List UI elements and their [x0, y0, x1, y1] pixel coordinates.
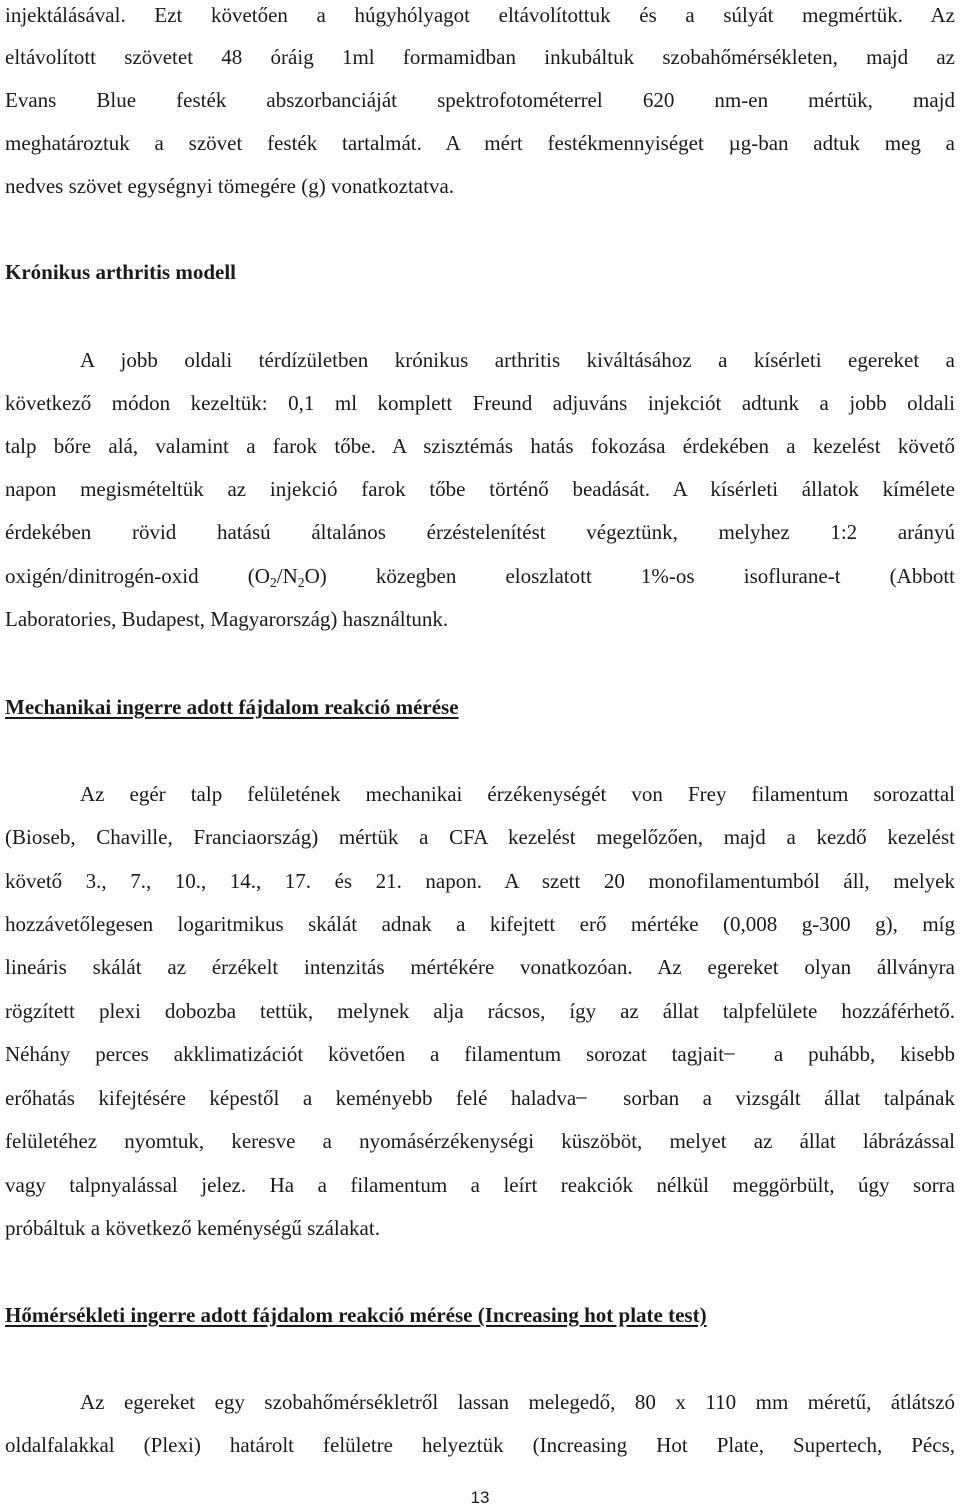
text-segment: /N: [276, 564, 298, 588]
text-line: talp bőre alá, valamint a farok tőbe. A szisztémás hatás fokozása érdekében a kezelést követő: [5, 434, 955, 458]
subscript: 2: [297, 575, 305, 591]
text-line-gas-mixture: [5, 561, 955, 591]
section-heading-mechanical: Mechanikai ingerre adott fájdalom reakció mérése: [5, 695, 459, 719]
text-line: eltávolított szövetet 48 óráig 1ml formamidban inkubáltuk szobahőmérsékleten, majd az: [5, 45, 955, 69]
text-line: napon megismételtük az injekció farok tőbe történő beadását. A kísérleti állatok kímélete: [5, 477, 955, 501]
text-segment: oxigén/dinitrogén-oxid (O: [5, 564, 270, 588]
section-heading-thermal: Hőmérsékleti ingerre adott fájdalom reakció mérése (Increasing hot plate test): [5, 1303, 707, 1327]
text-line: felületéhez nyomtuk, keresve a nyomásérzékenységi küszöböt, melyet az állat lábrázással: [5, 1129, 955, 1153]
text-line: következő módon kezeltük: 0,1 ml komplett Freund adjuváns injekciót adtunk a jobb oldali: [5, 391, 955, 415]
text-line: Evans Blue festék abszorbanciáját spektrofotométerrel 620 nm-en mértük, majd: [5, 88, 955, 112]
text-line: erőhatás kifejtésére képestől a keményebb felé haladva ̶ sorban a vizsgált állat talpának: [5, 1086, 955, 1110]
text-segment: O) közegben eloszlatott 1%-os isoflurane-t (Abbott: [304, 564, 955, 588]
text-line: injektálásával. Ezt követően a húgyhólyagot eltávolítottuk és a súlyát megmértük. Az: [5, 3, 955, 27]
text-line: nedves szövet egységnyi tömegére (g) vonatkoztatva.: [5, 174, 455, 198]
text-line: lineáris skálát az érzékelt intenzitás mértékére vonatkozóan. Az egereket olyan állványra: [5, 955, 955, 979]
text-line: (Bioseb, Chaville, Franciaország) mértük a CFA kezelést megelőzően, majd a kezdő kezelést: [5, 825, 955, 849]
page-number: 13: [470, 1488, 490, 1507]
text-line: vagy talpnyalással jelez. Ha a filamentum a leírt reakciók nélkül meggörbült, úgy sorra: [5, 1173, 955, 1197]
text-line: Az egér talp felületének mechanikai érzékenységét von Frey filamentum sorozattal: [80, 782, 955, 806]
text-line: Néhány perces akklimatizációt követően a filamentum sorozat tagjait ̶ a puhább, kisebb: [5, 1042, 955, 1066]
subscript: 2: [269, 575, 277, 591]
text-line: A jobb oldali térdízületben krónikus arthritis kiváltásához a kísérleti egereket a: [80, 348, 955, 372]
text-line: hozzávetőlegesen logaritmikus skálát adnak a kifejtett erő mértéke (0,008 g-300 g), míg: [5, 912, 955, 936]
section-heading-arthritis: Krónikus arthritis modell: [5, 260, 237, 284]
text-line: oldalfalakkal (Plexi) határolt felületre helyeztük (Increasing Hot Plate, Supertech, Pécs,: [5, 1433, 955, 1457]
text-line: próbáltuk a következő keménységű szálakat.: [5, 1216, 380, 1240]
text-line: Laboratories, Budapest, Magyarország) használtunk.: [5, 607, 449, 631]
text-line: Az egereket egy szobahőmérsékletről lassan melegedő, 80 x 110 mm méretű, átlátszó: [80, 1390, 955, 1414]
text-line: követő 3., 7., 10., 14., 17. és 21. napon. A szett 20 monofilamentumból áll, melyek: [5, 869, 955, 893]
text-line: meghatároztuk a szövet festék tartalmát. A mért festékmennyiséget µg-ban adtuk meg a: [5, 131, 955, 155]
text-line: érdekében rövid hatású általános érzéstelenítést végeztünk, melyhez 1:2 arányú: [5, 520, 955, 544]
text-line: rögzített plexi dobozba tettük, melynek alja rácsos, így az állat talpfelülete hozzáférhető.: [5, 999, 955, 1023]
